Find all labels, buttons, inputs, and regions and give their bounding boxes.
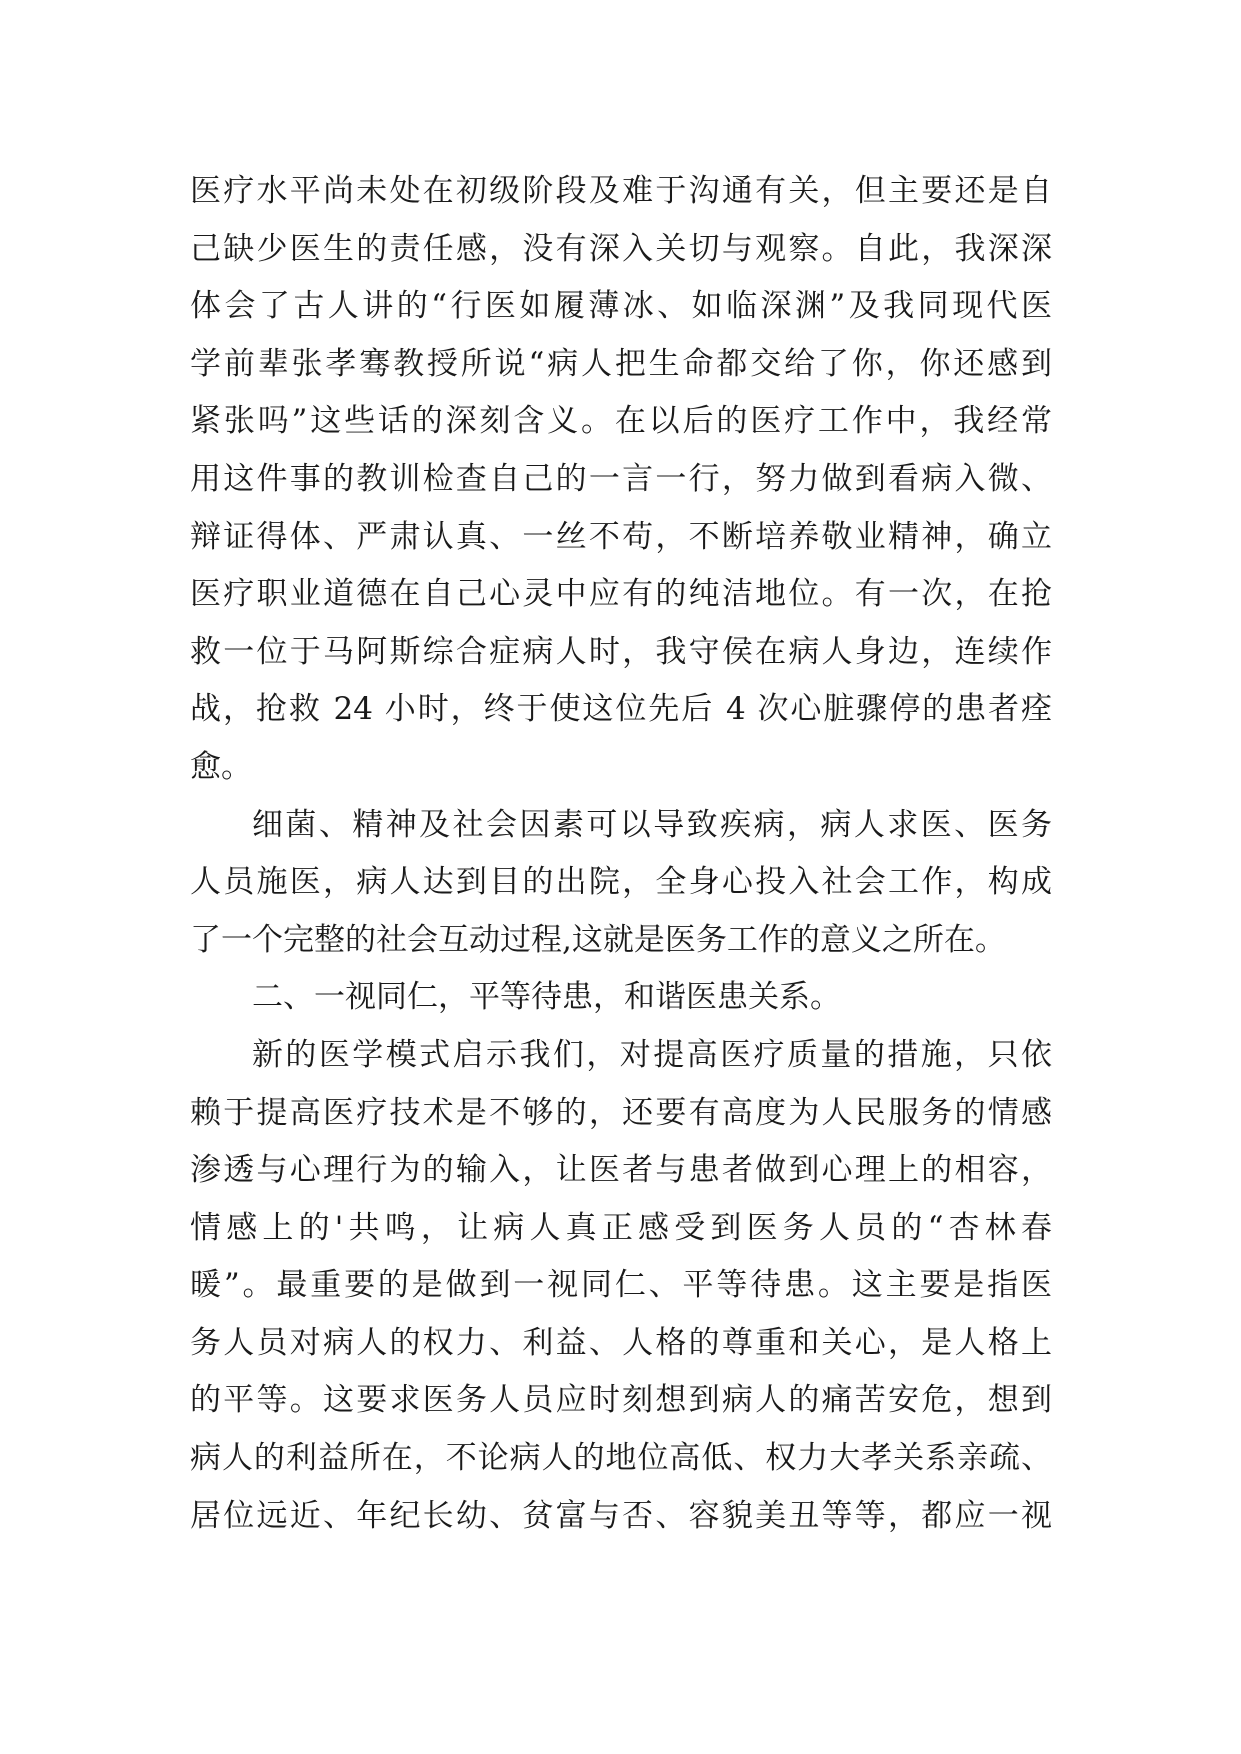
text-line: 己缺少医生的责任感，没有深入关切与观察。自此，我深深 (190, 230, 1052, 267)
text-line: 情感上的'共鸣，让病人真正感受到医务人员的“杏林春 (190, 1209, 1052, 1246)
paragraph-first-line: 新的医学模式启示我们，对提高医疗质量的措施，只依 (252, 1036, 1052, 1073)
text-line: 人员施医，病人达到目的出院，全身心投入社会工作，构成 (190, 864, 1052, 901)
text-line: 愈。 (190, 748, 252, 785)
text-line: 了一个完整的社会互动过程,这就是医务工作的意义之所在。 (190, 921, 1006, 958)
text-line: 战，抢救 24 小时，终于使这位先后 4 次心脏骤停的患者痊 (190, 691, 1052, 728)
paragraph-first-line: 细菌、精神及社会因素可以导致疾病，病人求医、医务 (252, 806, 1052, 843)
text-line: 体会了古人讲的“行医如履薄冰、如临深渊”及我同现代医 (190, 288, 1052, 325)
document-body (190, 163, 1052, 1545)
text-line: 务人员对病人的权力、利益、人格的尊重和关心，是人格上 (190, 1324, 1052, 1361)
text-line: 赖于提高医疗技术是不够的，还要有高度为人民服务的情感 (190, 1094, 1052, 1131)
text-line: 辩证得体、严肃认真、一丝不苟，不断培养敬业精神，确立 (190, 518, 1052, 555)
text-line: 病人的利益所在，不论病人的地位高低、权力大孝关系亲疏、 (190, 1440, 1052, 1477)
text-line: 紧张吗”这些话的深刻含义。在以后的医疗工作中，我经常 (190, 403, 1052, 440)
text-line: 学前辈张孝骞教授所说“病人把生命都交给了你，你还感到 (190, 345, 1052, 382)
text-line: 居位远近、年纪长幼、贫富与否、容貌美丑等等，都应一视 (190, 1497, 1052, 1534)
text-line: 渗透与心理行为的输入，让医者与患者做到心理上的相容， (190, 1152, 1052, 1189)
section-heading: 二、一视同仁，平等待患，和谐医患关系。 (252, 979, 841, 1016)
text-line: 用这件事的教训检查自己的一言一行，努力做到看病入微、 (190, 460, 1052, 497)
text-line: 的平等。这要求医务人员应时刻想到病人的痛苦安危，想到 (190, 1382, 1052, 1419)
text-line: 医疗职业道德在自己心灵中应有的纯洁地位。有一次，在抢 (190, 576, 1052, 613)
text-line: 救一位于马阿斯综合症病人时，我守侯在病人身边，连续作 (190, 633, 1052, 670)
text-line: 暖”。最重要的是做到一视同仁、平等待患。这主要是指医 (190, 1267, 1052, 1304)
text-line: 医疗水平尚未处在初级阶段及难于沟通有关，但主要还是自 (190, 173, 1052, 209)
